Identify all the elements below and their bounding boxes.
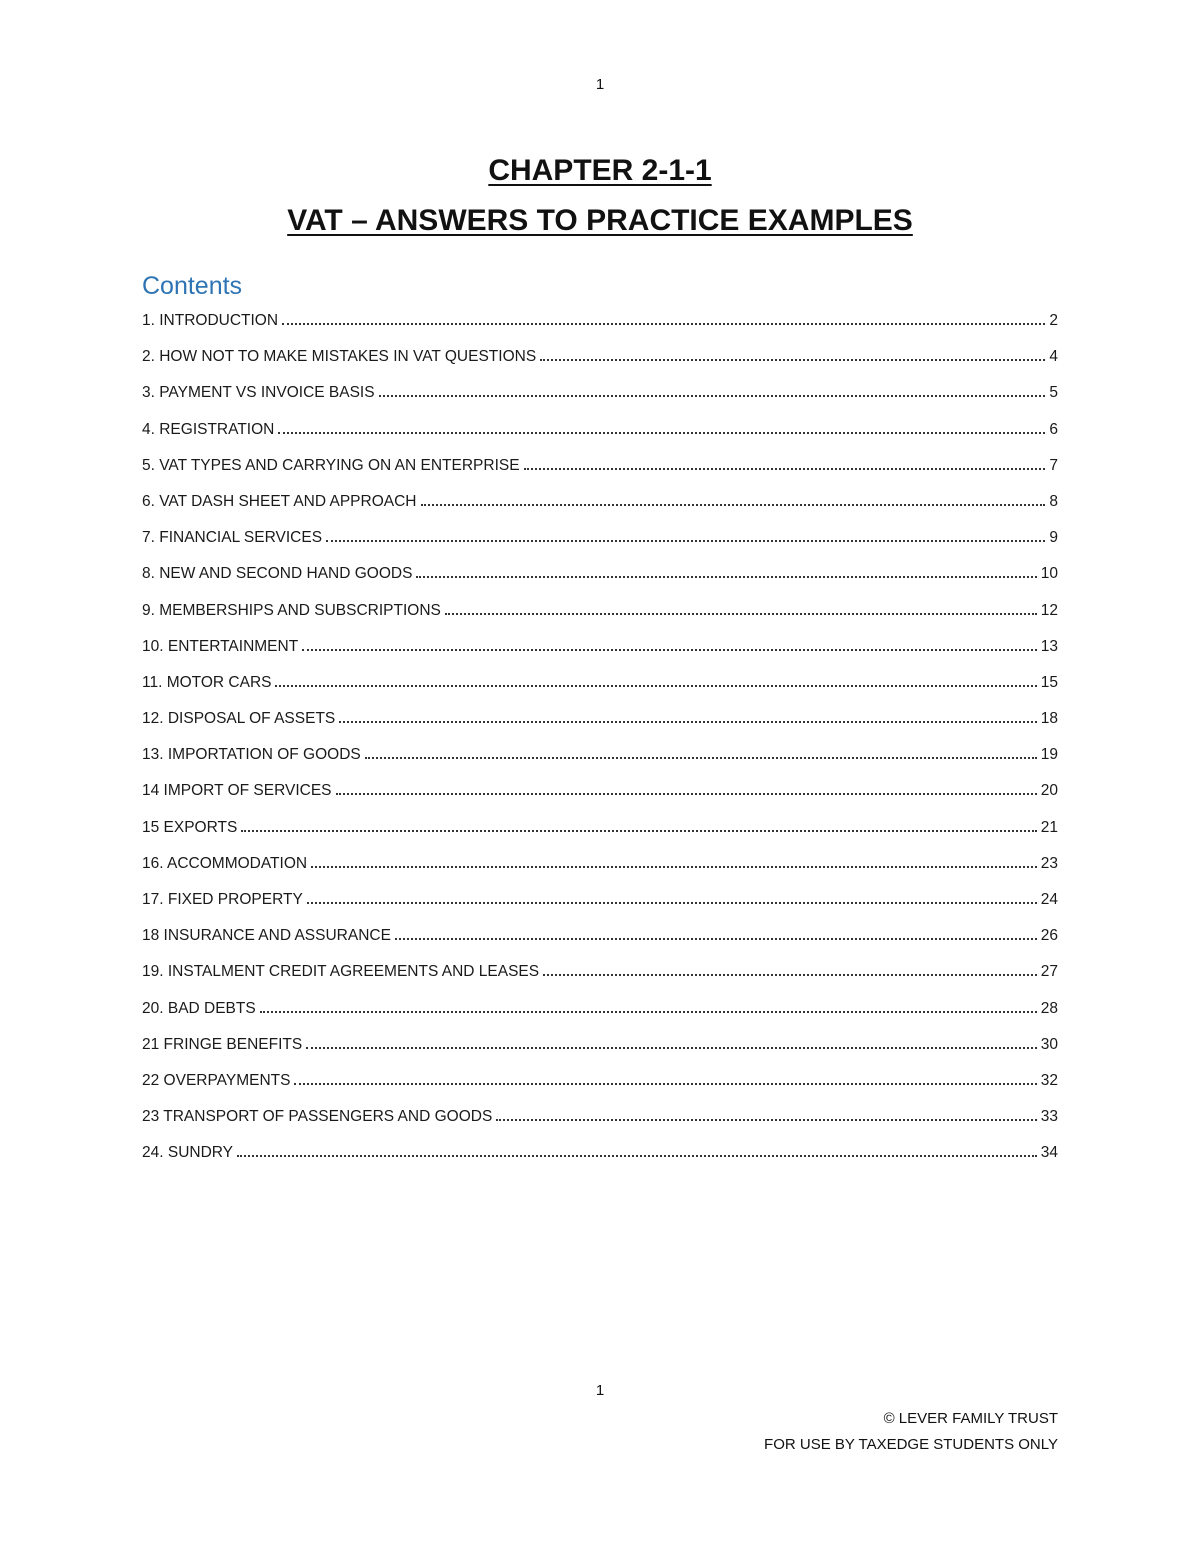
toc-dot-leader: [326, 540, 1045, 542]
toc-entry-label: 6. VAT DASH SHEET AND APPROACH: [142, 492, 417, 510]
toc-entry[interactable]: [142, 927, 1058, 963]
toc-entry[interactable]: [142, 1108, 1058, 1144]
toc-entry-label: 10. ENTERTAINMENT: [142, 637, 299, 655]
toc-entry-label: 12. DISPOSAL OF ASSETS: [142, 710, 336, 728]
toc-entry-label: 9. MEMBERSHIPS AND SUBSCRIPTIONS: [142, 601, 441, 619]
toc-entry[interactable]: [142, 638, 1058, 674]
toc-entry-page-number: 12: [1040, 601, 1058, 619]
toc-entry-label: 20. BAD DEBTS: [142, 999, 256, 1017]
toc-entry-label: 7. FINANCIAL SERVICES: [142, 529, 323, 547]
toc-entry-label: 4. REGISTRATION: [142, 420, 275, 438]
toc-entry[interactable]: [142, 674, 1058, 710]
toc-entry[interactable]: [142, 384, 1058, 420]
toc-entry-label: 21 FRINGE BENEFITS: [142, 1035, 303, 1053]
toc-entry-page-number: 33: [1040, 1108, 1058, 1126]
toc-dot-leader: [339, 721, 1036, 723]
toc-dot-leader: [275, 685, 1036, 687]
toc-entry-label: 8. NEW AND SECOND HAND GOODS: [142, 565, 413, 583]
contents-heading: Contents: [142, 272, 243, 300]
toc-dot-leader: [395, 938, 1037, 940]
table-of-contents: [142, 312, 1058, 1181]
footer-page-number: 1: [595, 1382, 605, 1399]
toc-entry-label: 22 OVERPAYMENTS: [142, 1071, 291, 1089]
toc-entry[interactable]: [142, 963, 1058, 999]
toc-entry[interactable]: [142, 312, 1058, 348]
toc-entry[interactable]: [142, 493, 1058, 529]
toc-entry[interactable]: [142, 782, 1058, 818]
toc-entry-label: 17. FIXED PROPERTY: [142, 891, 303, 908]
toc-dot-leader: [379, 395, 1046, 397]
toc-entry[interactable]: [142, 529, 1058, 565]
toc-entry-page-number: 28: [1040, 999, 1058, 1017]
toc-entry-label: 2. HOW NOT TO MAKE MISTAKES IN VAT QUESTIONS: [142, 348, 537, 366]
toc-entry-page-number: 20: [1040, 782, 1058, 800]
toc-entry-page-number: 8: [1049, 492, 1058, 510]
toc-entry-label: 19. INSTALMENT CREDIT AGREEMENTS AND LEASES: [142, 963, 540, 981]
toc-entry-page-number: 24: [1040, 891, 1058, 908]
toc-entry[interactable]: [142, 710, 1058, 746]
toc-entry-page-number: 9: [1049, 529, 1058, 547]
toc-dot-leader: [294, 1083, 1036, 1085]
toc-entry-page-number: 32: [1040, 1071, 1058, 1089]
toc-dot-leader: [302, 649, 1037, 651]
toc-entry[interactable]: [142, 457, 1058, 493]
toc-dot-leader: [278, 432, 1045, 434]
toc-entry-page-number: 5: [1049, 384, 1058, 402]
toc-entry-label: 24. SUNDRY: [142, 1144, 234, 1162]
toc-entry-label: 18 INSURANCE AND ASSURANCE: [142, 927, 391, 945]
toc-entry-label: 23 TRANSPORT OF PASSENGERS AND GOODS: [142, 1108, 493, 1126]
toc-entry-page-number: 6: [1049, 420, 1058, 438]
copyright-notice: © LEVER FAMILY TRUST: [883, 1410, 1058, 1427]
toc-entry-page-number: 10: [1040, 565, 1058, 583]
toc-entry[interactable]: [142, 565, 1058, 601]
chapter-title: CHAPTER 2-1-1: [488, 154, 712, 187]
toc-dot-leader: [421, 504, 1046, 506]
toc-entry-label: 16. ACCOMMODATION: [142, 854, 308, 872]
toc-entry-page-number: 7: [1049, 456, 1058, 474]
toc-entry[interactable]: [142, 602, 1058, 638]
toc-entry[interactable]: [142, 421, 1058, 457]
toc-entry-label: 3. PAYMENT VS INVOICE BASIS: [142, 384, 375, 402]
toc-entry[interactable]: [142, 1144, 1058, 1180]
toc-entry-page-number: 30: [1040, 1035, 1058, 1053]
toc-dot-leader: [306, 1047, 1037, 1049]
toc-dot-leader: [311, 866, 1037, 868]
toc-dot-leader: [543, 974, 1037, 976]
toc-entry-page-number: 2: [1049, 312, 1058, 329]
toc-entry-label: 5. VAT TYPES AND CARRYING ON AN ENTERPRISE: [142, 456, 520, 474]
toc-entry-page-number: 18: [1040, 710, 1058, 728]
toc-entry-label: 13. IMPORTATION OF GOODS: [142, 746, 361, 764]
toc-dot-leader: [365, 757, 1037, 759]
toc-entry-label: 15 EXPORTS: [142, 818, 238, 836]
toc-entry-label: 1. INTRODUCTION: [142, 312, 279, 329]
toc-dot-leader: [524, 468, 1046, 470]
toc-entry-page-number: 4: [1049, 348, 1058, 366]
toc-entry[interactable]: [142, 855, 1058, 891]
toc-entry-page-number: 15: [1040, 673, 1058, 691]
toc-dot-leader: [540, 359, 1045, 361]
toc-dot-leader: [307, 902, 1037, 904]
toc-entry-page-number: 21: [1040, 818, 1058, 836]
document-title: [0, 146, 1200, 246]
toc-entry[interactable]: [142, 1072, 1058, 1108]
toc-entry-page-number: 27: [1040, 963, 1058, 981]
usage-notice: FOR USE BY TAXEDGE STUDENTS ONLY: [764, 1436, 1058, 1453]
toc-entry-page-number: 23: [1040, 854, 1058, 872]
toc-dot-leader: [336, 793, 1037, 795]
toc-entry[interactable]: [142, 1000, 1058, 1036]
chapter-subtitle: VAT – ANSWERS TO PRACTICE EXAMPLES: [287, 204, 913, 237]
toc-entry[interactable]: [142, 819, 1058, 855]
toc-dot-leader: [260, 1011, 1037, 1013]
header-page-number: 1: [595, 76, 605, 93]
toc-dot-leader: [445, 613, 1037, 615]
toc-dot-leader: [496, 1119, 1036, 1121]
toc-entry-page-number: 13: [1040, 637, 1058, 655]
toc-dot-leader: [416, 576, 1036, 578]
toc-entry[interactable]: [142, 1036, 1058, 1072]
toc-entry[interactable]: [142, 891, 1058, 927]
toc-entry-label: 11. MOTOR CARS: [142, 673, 272, 691]
toc-dot-leader: [241, 830, 1036, 832]
toc-entry[interactable]: [142, 746, 1058, 782]
toc-dot-leader: [282, 323, 1045, 325]
toc-entry-page-number: 26: [1040, 927, 1058, 945]
toc-entry-page-number: 19: [1040, 746, 1058, 764]
toc-entry-label: 14 IMPORT OF SERVICES: [142, 782, 332, 800]
toc-entry-page-number: 34: [1040, 1144, 1058, 1162]
footer: [764, 1406, 1058, 1458]
toc-entry[interactable]: [142, 348, 1058, 384]
toc-dot-leader: [237, 1155, 1037, 1157]
